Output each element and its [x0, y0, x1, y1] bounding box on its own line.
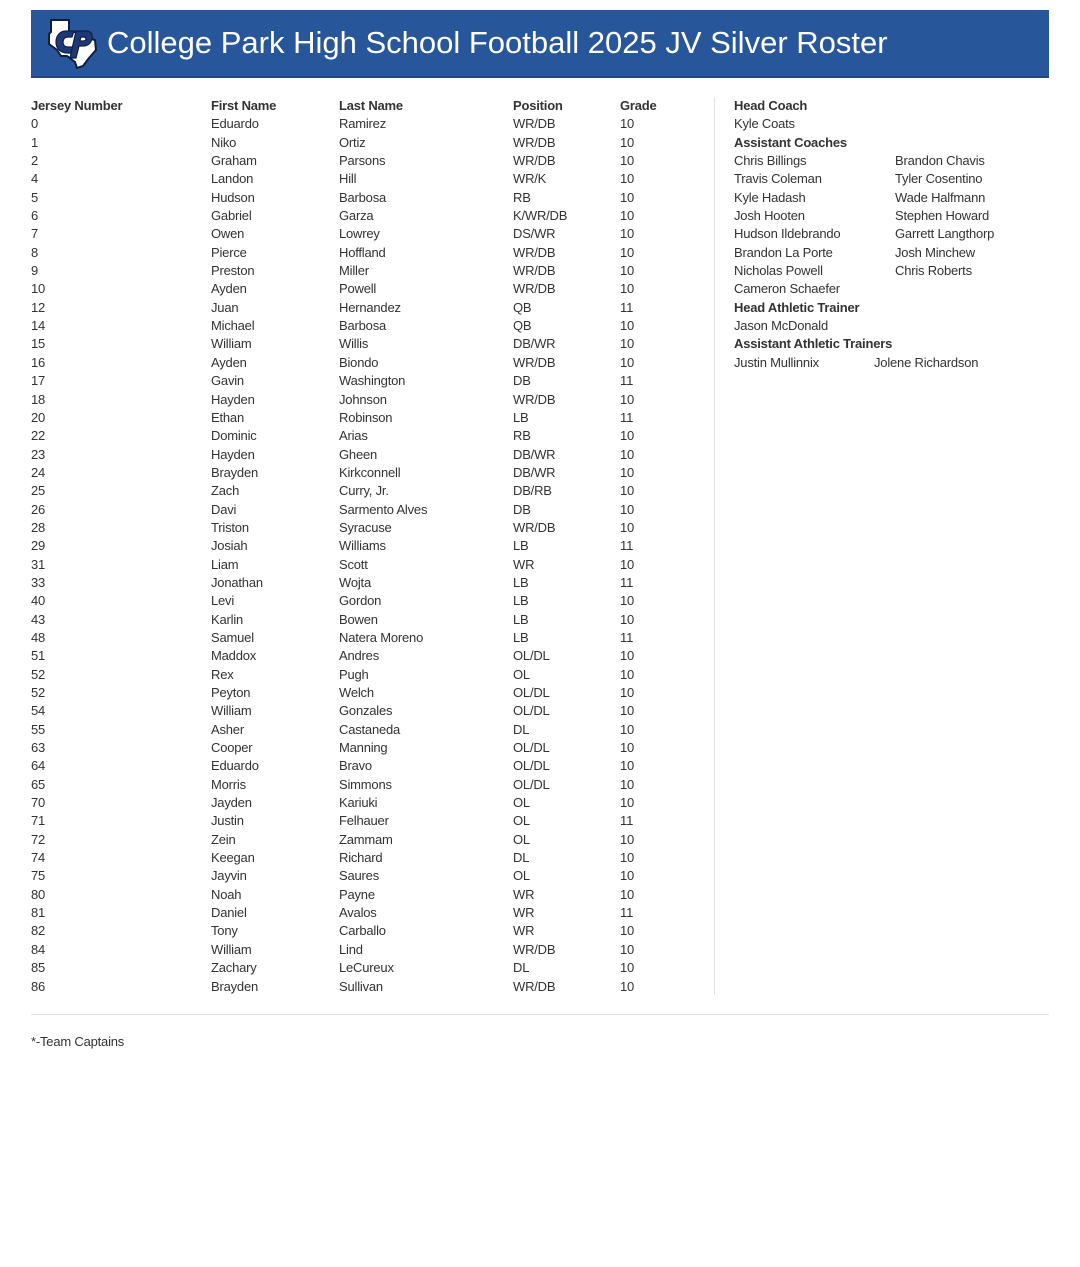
last-name-cell: Ramirez	[339, 116, 386, 132]
assistant-coach-name: Travis Coleman	[734, 171, 822, 187]
grade-cell: 10	[620, 941, 635, 957]
position-cell: RB	[513, 428, 531, 444]
grade-cell: 10	[620, 923, 635, 939]
last-name-cell: Sullivan	[339, 978, 383, 994]
grade-cell: 11	[620, 538, 634, 554]
position-cell: WR/DB	[513, 391, 556, 407]
position-cell: LB	[513, 611, 529, 627]
first-name-cell: Morris	[211, 776, 246, 792]
last-name-cell: Miller	[339, 263, 369, 279]
column-divider	[714, 97, 715, 995]
assistant-coach-name: Chris Billings	[734, 153, 807, 169]
last-name-cell: Bravo	[339, 758, 372, 774]
position-cell: LB	[513, 629, 529, 645]
first-name-cell: Daniel	[211, 905, 247, 921]
jersey-number-cell: 52	[31, 685, 46, 700]
last-name-cell: Powell	[339, 281, 377, 297]
page-title: College Park High School Football 2025 JV Silver Roster	[107, 25, 888, 60]
last-name-cell: Wojta	[339, 574, 371, 590]
jersey-number-cell: 85	[31, 960, 46, 976]
last-name-cell: Avalos	[339, 905, 377, 921]
assistant-coach-name: Garrett Langthorp	[895, 226, 995, 242]
first-name-cell: Samuel	[211, 629, 254, 645]
grade-cell: 10	[620, 666, 635, 682]
grade-cell: 11	[620, 373, 634, 389]
first-name-cell: Jayden	[211, 795, 252, 811]
assistant-coach-name: Stephen Howard	[895, 208, 990, 224]
first-name-cell: Preston	[211, 263, 255, 279]
first-name-cell: Zach	[211, 483, 240, 499]
jersey-number-cell: 7	[31, 226, 39, 242]
position-cell: RB	[513, 189, 531, 205]
jersey-number-cell: 20	[31, 409, 46, 425]
position-cell: OL/DL	[513, 685, 550, 700]
assistant-coach-name: Brandon Chavis	[895, 153, 985, 169]
position-cell: WR/DB	[513, 519, 556, 535]
column-header-grade: Grade	[620, 98, 657, 113]
assistant-coach-name: Cameron Schaefer	[734, 281, 840, 297]
jersey-number-cell: 18	[31, 391, 46, 407]
grade-cell: 10	[620, 501, 635, 517]
head-trainer-name: Jason McDonald	[734, 318, 829, 334]
first-name-cell: Ethan	[211, 409, 244, 425]
last-name-cell: Carballo	[339, 923, 386, 939]
last-name-cell: Manning	[339, 740, 388, 756]
first-name-cell: Zachary	[211, 960, 257, 976]
first-name-cell: Noah	[211, 886, 242, 902]
first-name-cell: Ayden	[211, 281, 247, 297]
grade-cell: 10	[620, 850, 635, 866]
first-name-cell: Michael	[211, 318, 255, 334]
jersey-number-cell: 6	[31, 208, 39, 224]
jersey-number-cell: 55	[31, 721, 46, 737]
first-name-cell: Peyton	[211, 685, 251, 700]
position-cell: OL	[513, 831, 530, 847]
jersey-number-cell: 2	[31, 153, 39, 169]
last-name-cell: Willis	[339, 336, 369, 352]
position-cell: WR/DB	[513, 978, 556, 994]
jersey-number-cell: 26	[31, 501, 46, 517]
position-cell: WR/DB	[513, 281, 556, 297]
jersey-number-cell: 64	[31, 758, 46, 774]
jersey-number-cell: 17	[31, 373, 46, 389]
first-name-cell: Hayden	[211, 446, 255, 462]
last-name-cell: Simmons	[339, 776, 392, 792]
grade-cell: 10	[620, 868, 635, 884]
position-cell: LB	[513, 538, 529, 554]
position-cell: OL/DL	[513, 648, 550, 664]
grade-cell: 10	[620, 391, 635, 407]
position-cell: LB	[513, 409, 529, 425]
first-name-cell: Davi	[211, 501, 237, 517]
last-name-cell: Washington	[339, 373, 406, 389]
position-cell: WR/DB	[513, 116, 556, 132]
jersey-number-cell: 82	[31, 923, 46, 939]
position-cell: LB	[513, 593, 529, 609]
head-coach-label: Head Coach	[734, 98, 808, 113]
position-cell: WR/DB	[513, 941, 556, 957]
grade-cell: 11	[620, 813, 634, 829]
assistant-coach-name: Josh Hooten	[734, 208, 805, 224]
column-header-first-name: First Name	[211, 98, 277, 113]
jersey-number-cell: 5	[31, 189, 39, 205]
position-cell: DB/WR	[513, 464, 556, 480]
last-name-cell: Lind	[339, 941, 363, 957]
grade-cell: 10	[620, 464, 635, 480]
assistant-trainer-name: Justin Mullinnix	[734, 354, 819, 370]
jersey-number-cell: 70	[31, 795, 46, 811]
last-name-cell: Sarmento Alves	[339, 501, 428, 517]
jersey-number-cell: 63	[31, 740, 46, 756]
first-name-cell: William	[211, 703, 252, 719]
jersey-number-cell: 74	[31, 850, 46, 866]
jersey-number-cell: 75	[31, 868, 46, 884]
first-name-cell: Justin	[211, 813, 244, 829]
position-cell: K/WR/DB	[513, 208, 568, 224]
last-name-cell: Lowrey	[339, 226, 380, 242]
first-name-cell: Jayvin	[211, 868, 247, 884]
grade-cell: 11	[620, 629, 634, 645]
last-name-cell: Ortiz	[339, 134, 366, 150]
grade-cell: 10	[620, 703, 635, 719]
assistant-coaches-label: Assistant Coaches	[734, 134, 847, 150]
head-coach-name: Kyle Coats	[734, 116, 795, 132]
grade-cell: 10	[620, 519, 635, 535]
assistant-coach-name: Wade Halfmann	[895, 189, 986, 205]
first-name-cell: Rex	[211, 666, 234, 682]
jersey-number-cell: 65	[31, 776, 46, 792]
grade-cell: 10	[620, 960, 635, 976]
first-name-cell: Juan	[211, 299, 239, 315]
last-name-cell: Barbosa	[339, 189, 387, 205]
last-name-cell: Robinson	[339, 409, 393, 425]
assistant-coach-name: Josh Minchew	[895, 244, 975, 260]
first-name-cell: Maddox	[211, 648, 257, 664]
position-cell: OL/DL	[513, 740, 550, 756]
first-name-cell: Jonathan	[211, 574, 263, 590]
jersey-number-cell: 40	[31, 593, 46, 609]
assistant-coach-name: Nicholas Powell	[734, 263, 823, 279]
grade-cell: 10	[620, 593, 635, 609]
first-name-cell: Pierce	[211, 244, 247, 260]
last-name-cell: Parsons	[339, 153, 386, 169]
column-header-last-name: Last Name	[339, 98, 403, 113]
first-name-cell: Zein	[211, 831, 236, 847]
grade-cell: 10	[620, 446, 635, 462]
jersey-number-cell: 52	[31, 666, 46, 682]
position-cell: QB	[513, 318, 532, 334]
jersey-number-cell: 81	[31, 905, 46, 921]
jersey-number-cell: 71	[31, 813, 46, 829]
position-cell: DB/WR	[513, 446, 556, 462]
grade-cell: 10	[620, 171, 635, 187]
jersey-number-cell: 1	[31, 134, 39, 150]
jersey-number-cell: 8	[31, 244, 39, 260]
grade-cell: 11	[620, 574, 634, 590]
head-trainer-label: Head Athletic Trainer	[734, 299, 860, 315]
jersey-number-cell: 80	[31, 886, 46, 902]
jersey-number-cell: 86	[31, 978, 46, 994]
last-name-cell: Pugh	[339, 666, 369, 682]
assistant-trainers-label: Assistant Athletic Trainers	[734, 336, 893, 352]
jersey-number-cell: 0	[31, 116, 39, 132]
position-cell: WR/DB	[513, 354, 556, 370]
first-name-cell: Levi	[211, 593, 235, 609]
first-name-cell: Owen	[211, 226, 245, 242]
jersey-number-cell: 16	[31, 354, 46, 370]
grade-cell: 10	[620, 685, 635, 700]
position-cell: DB	[513, 373, 531, 389]
jersey-number-cell: 15	[31, 336, 46, 352]
position-cell: QB	[513, 299, 532, 315]
grade-cell: 10	[620, 208, 635, 224]
last-name-cell: Natera Moreno	[339, 629, 424, 645]
first-name-cell: Eduardo	[211, 758, 259, 774]
jersey-number-cell: 29	[31, 538, 46, 554]
grade-cell: 10	[620, 648, 635, 664]
jersey-number-cell: 12	[31, 299, 46, 315]
first-name-cell: Josiah	[211, 538, 248, 554]
footnote: *-Team Captains	[31, 1034, 125, 1049]
last-name-cell: Castaneda	[339, 721, 401, 737]
position-cell: WR/DB	[513, 153, 556, 169]
grade-cell: 11	[620, 409, 634, 425]
position-cell: DL	[513, 721, 530, 737]
first-name-cell: Gavin	[211, 373, 244, 389]
jersey-number-cell: 33	[31, 574, 46, 590]
position-cell: WR/DB	[513, 134, 556, 150]
last-name-cell: Welch	[339, 685, 374, 700]
grade-cell: 10	[620, 740, 635, 756]
cp-texas-logo	[43, 16, 99, 70]
last-name-cell: Hoffland	[339, 244, 386, 260]
first-name-cell: Niko	[211, 134, 237, 150]
position-cell: OL/DL	[513, 758, 550, 774]
assistant-coach-name: Chris Roberts	[895, 263, 972, 279]
position-cell: OL	[513, 666, 530, 682]
position-cell: OL	[513, 868, 530, 884]
position-cell: WR/K	[513, 171, 547, 187]
first-name-cell: William	[211, 336, 252, 352]
last-name-cell: Kariuki	[339, 795, 378, 811]
last-name-cell: LeCureux	[339, 960, 394, 976]
last-name-cell: Hernandez	[339, 299, 401, 315]
first-name-cell: Tony	[211, 923, 238, 939]
position-cell: DL	[513, 850, 530, 866]
first-name-cell: Keegan	[211, 850, 255, 866]
jersey-number-cell: 48	[31, 629, 46, 645]
jersey-number-cell: 10	[31, 281, 46, 297]
grade-cell: 10	[620, 116, 635, 132]
first-name-cell: Karlin	[211, 611, 244, 627]
last-name-cell: Garza	[339, 208, 374, 224]
last-name-cell: Scott	[339, 556, 368, 572]
grade-cell: 10	[620, 483, 635, 499]
position-cell: WR	[513, 905, 535, 921]
position-cell: OL	[513, 795, 530, 811]
first-name-cell: Hudson	[211, 189, 255, 205]
grade-cell: 10	[620, 263, 635, 279]
position-cell: WR	[513, 556, 535, 572]
grade-cell: 10	[620, 611, 635, 627]
grade-cell: 10	[620, 795, 635, 811]
jersey-number-cell: 24	[31, 464, 46, 480]
grade-cell: 10	[620, 758, 635, 774]
first-name-cell: Liam	[211, 556, 239, 572]
last-name-cell: Syracuse	[339, 519, 392, 535]
position-cell: DB	[513, 501, 531, 517]
grade-cell: 10	[620, 428, 635, 444]
position-cell: DB/RB	[513, 483, 552, 499]
first-name-cell: Asher	[211, 721, 244, 737]
grade-cell: 10	[620, 336, 635, 352]
grade-cell: 10	[620, 244, 635, 260]
assistant-coach-name: Tyler Cosentino	[895, 171, 983, 187]
last-name-cell: Biondo	[339, 354, 379, 370]
jersey-number-cell: 31	[31, 556, 46, 572]
first-name-cell: Graham	[211, 153, 257, 169]
footer-divider	[31, 1014, 1049, 1015]
column-header-position: Position	[513, 98, 563, 113]
last-name-cell: Saures	[339, 868, 379, 884]
grade-cell: 10	[620, 978, 635, 994]
grade-cell: 11	[620, 905, 634, 921]
last-name-cell: Hill	[339, 171, 357, 187]
last-name-cell: Payne	[339, 886, 375, 902]
jersey-number-cell: 28	[31, 519, 46, 535]
last-name-cell: Curry, Jr.	[339, 483, 389, 499]
last-name-cell: Gheen	[339, 446, 378, 462]
last-name-cell: Zammam	[339, 831, 393, 847]
position-cell: WR	[513, 886, 535, 902]
first-name-cell: Hayden	[211, 391, 255, 407]
assistant-trainer-name: Jolene Richardson	[874, 354, 979, 370]
position-cell: DL	[513, 960, 530, 976]
column-header-jersey: Jersey Number	[31, 98, 123, 113]
grade-cell: 10	[620, 556, 635, 572]
position-cell: WR/DB	[513, 263, 556, 279]
grade-cell: 10	[620, 721, 635, 737]
jersey-number-cell: 51	[31, 648, 46, 664]
last-name-cell: Gordon	[339, 593, 382, 609]
grade-cell: 10	[620, 354, 635, 370]
grade-cell: 10	[620, 153, 635, 169]
position-cell: WR/DB	[513, 244, 556, 260]
position-cell: DB/WR	[513, 336, 556, 352]
position-cell: WR	[513, 923, 535, 939]
header-banner	[31, 10, 1049, 78]
jersey-number-cell: 72	[31, 831, 46, 847]
first-name-cell: William	[211, 941, 252, 957]
last-name-cell: Kirkconnell	[339, 464, 401, 480]
grade-cell: 10	[620, 886, 635, 902]
last-name-cell: Gonzales	[339, 703, 393, 719]
grade-cell: 10	[620, 134, 635, 150]
last-name-cell: Bowen	[339, 611, 378, 627]
grade-cell: 10	[620, 226, 635, 242]
position-cell: OL/DL	[513, 703, 550, 719]
jersey-number-cell: 84	[31, 941, 46, 957]
grade-cell: 10	[620, 281, 635, 297]
jersey-number-cell: 14	[31, 318, 46, 334]
first-name-cell: Cooper	[211, 740, 253, 756]
first-name-cell: Landon	[211, 171, 254, 187]
position-cell: OL	[513, 813, 530, 829]
first-name-cell: Dominic	[211, 428, 257, 444]
last-name-cell: Johnson	[339, 391, 387, 407]
first-name-cell: Ayden	[211, 354, 247, 370]
jersey-number-cell: 54	[31, 703, 46, 719]
grade-cell: 10	[620, 776, 635, 792]
grade-cell: 10	[620, 189, 635, 205]
last-name-cell: Williams	[339, 538, 386, 554]
position-cell: DS/WR	[513, 226, 556, 242]
jersey-number-cell: 23	[31, 446, 46, 462]
position-cell: LB	[513, 574, 529, 590]
jersey-number-cell: 43	[31, 611, 46, 627]
assistant-coach-name: Hudson Ildebrando	[734, 226, 841, 242]
position-cell: OL/DL	[513, 776, 550, 792]
first-name-cell: Triston	[211, 519, 249, 535]
first-name-cell: Brayden	[211, 978, 259, 994]
last-name-cell: Richard	[339, 850, 383, 866]
grade-cell: 11	[620, 299, 634, 315]
jersey-number-cell: 4	[31, 171, 39, 187]
jersey-number-cell: 9	[31, 263, 39, 279]
jersey-number-cell: 25	[31, 483, 46, 499]
jersey-number-cell: 22	[31, 428, 46, 444]
grade-cell: 10	[620, 831, 635, 847]
last-name-cell: Barbosa	[339, 318, 387, 334]
last-name-cell: Felhauer	[339, 813, 389, 829]
last-name-cell: Andres	[339, 648, 379, 664]
assistant-coach-name: Kyle Hadash	[734, 189, 806, 205]
first-name-cell: Gabriel	[211, 208, 252, 224]
last-name-cell: Arias	[339, 428, 368, 444]
assistant-coach-name: Brandon La Porte	[734, 244, 833, 260]
first-name-cell: Brayden	[211, 464, 259, 480]
grade-cell: 10	[620, 318, 635, 334]
first-name-cell: Eduardo	[211, 116, 259, 132]
